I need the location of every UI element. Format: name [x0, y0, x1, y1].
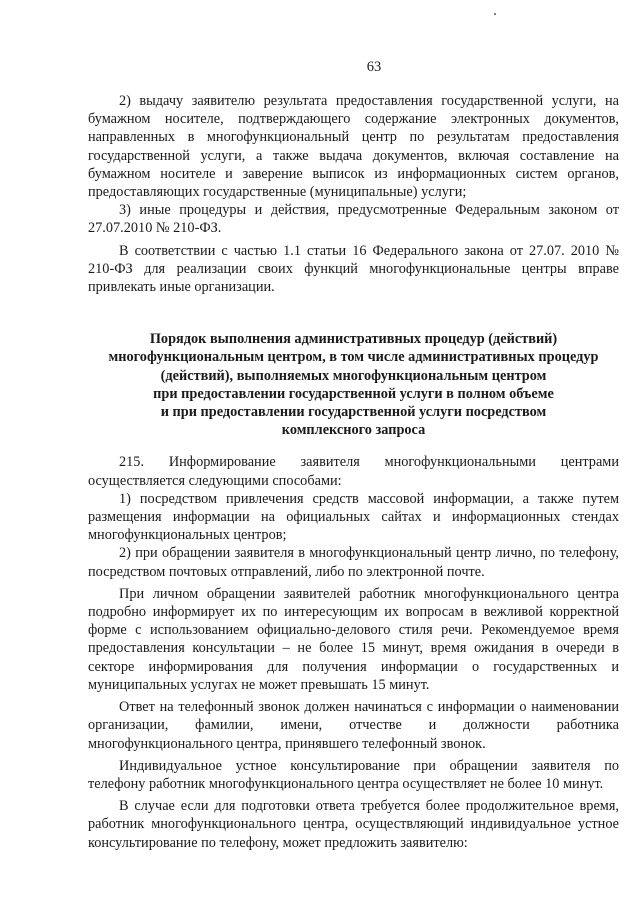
- page-number: 63: [366, 59, 382, 75]
- paragraph: В случае если для подготовки ответа требуется более продолжительное время, работник многофункционального центра, осуществляющий индивидуальное устное консультирование по телефону, может предложить заявителю:: [88, 798, 619, 851]
- paragraph: 2) при обращении заявителя в многофункциональный центр лично, по телефону, посредством почтовых отправлений, либо по электронной почте.: [88, 545, 619, 580]
- document-body: [88, 92, 619, 852]
- paragraph: Индивидуальное устное консультирование при обращении заявителя по телефону работник многофункционального центра осуществляет не более 10 минут.: [88, 757, 619, 792]
- paragraph: 1) посредством привлечения средств массовой информации, а также путем размещения информации на официальных сайтах и информационных стендах многофункциональных центров;: [88, 490, 619, 544]
- paragraph: 2) выдачу заявителю результата предоставления государственной услуги, на бумажном носителе, подтверждающего содержание электронных документов, направленных в многофункциональный центр по результатам предоставления государственной услуги, а также выдача документов, включая составление на бумажном носителе и заверение выписок из информационных систем органов, предоставляющих государственные (муниципальные) услуги;: [88, 93, 619, 201]
- section-heading: Порядок выполнения административных процедур (действий) многофункциональным центром, в том числе административных процедур (действий), выполняемых многофункциональным центром при предоставлении государственной услуги в полном объеме и при предоставлении государственной услуги посредством комплексного запроса: [108, 331, 599, 439]
- paragraph: При личном обращении заявителей работник многофункционального центра подробно информирует их по интересующим их вопросам в вежливой корректной форме с использованием официально-делового стиля речи. Рекомендуемое время предоставления консультации – не более 15 минут, время ожидания в очереди в секторе информирования для получения информации о государственных и муниципальных услугах не может превышать 15 минут.: [88, 585, 619, 693]
- paragraph: 3) иные процедуры и действия, предусмотренные Федеральным законом от 27.07.2010 № 210-ФЗ.: [88, 202, 619, 237]
- paragraph: Ответ на телефонный звонок должен начинаться с информации о наименовании организации, фамилии, имени, отчестве и должности работника многофункционального центра, принявшего телефонный звонок.: [88, 699, 619, 752]
- paragraph: В соответствии с частью 1.1 статьи 16 Федерального закона от 27.07. 2010 № 210-ФЗ для реализации своих функций многофункциональные центры вправе привлекать иные организации.: [88, 242, 619, 296]
- paragraph: 215. Информирование заявителя многофункциональными центрами осуществляется следующими способами:: [88, 454, 619, 489]
- scan-speck: [494, 13, 496, 15]
